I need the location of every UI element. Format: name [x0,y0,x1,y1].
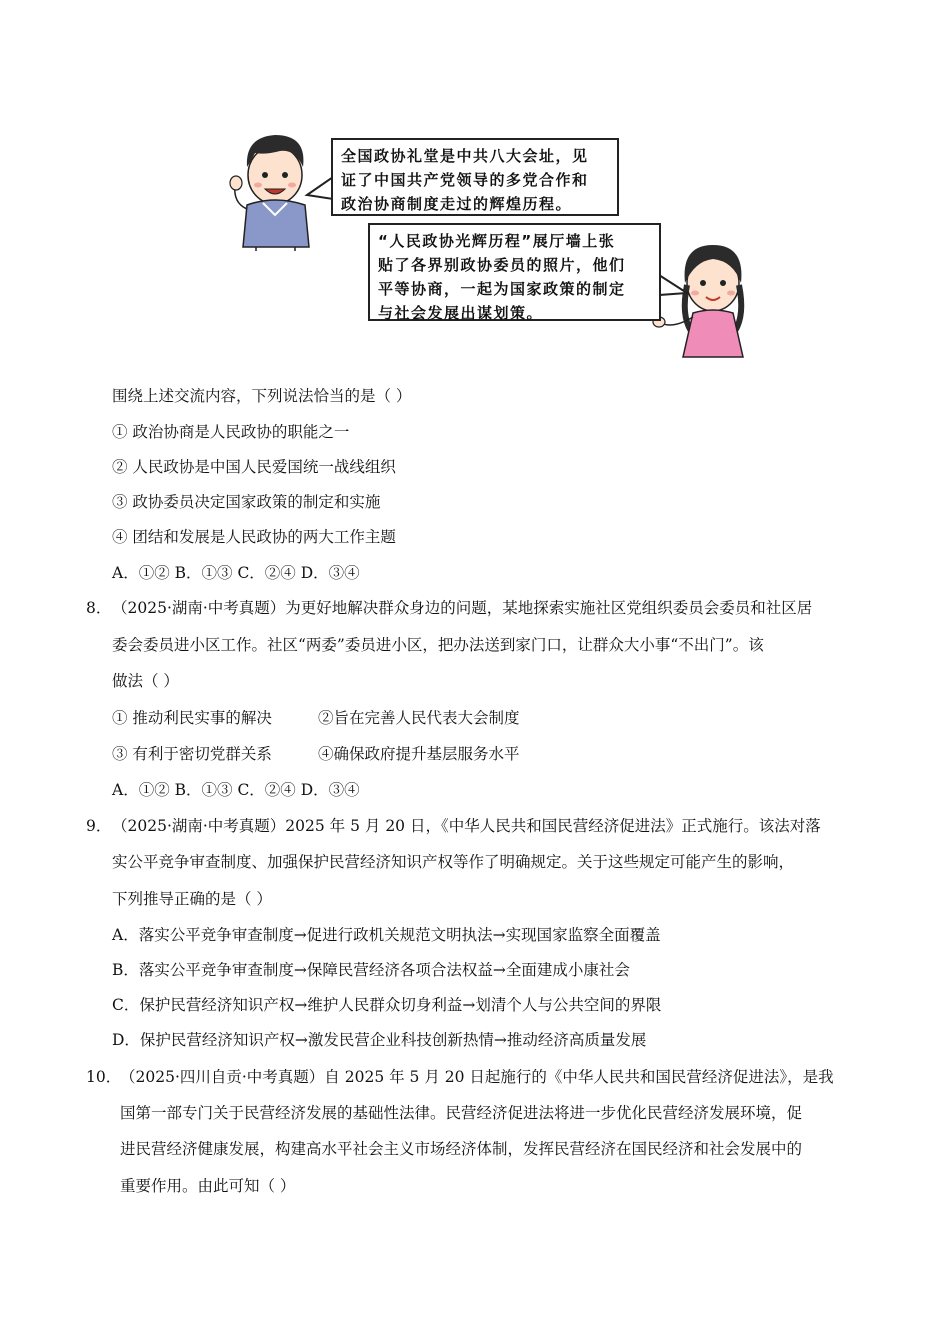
q8-number: 8． [86,599,112,617]
q7-item: ③ 政协委员决定国家政策的制定和实施 [112,493,381,511]
q8-item: ③ 有利于密切党群关系 [112,745,272,763]
q10-stem-line: 重要作用。由此可知（ ） [120,1177,296,1195]
girl-figure-icon [653,245,743,357]
q9-stem-line: 实公平竞争审查制度、加强保护民营经济知识产权等作了明确规定。关于这些规定可能产生的影响， [112,853,795,871]
q9-number: 9． [86,817,112,835]
dialogue-illustration [225,125,755,365]
q9-option: B．落实公平竞争审查制度→保障民营经济各项合法权益→全面建成小康社会 [112,961,630,979]
boy-speech-line: 全国政协礼堂是中共八大会址，见 [341,147,589,165]
girl-speech-line: “人民政协光辉历程”展厅墙上张 [378,232,616,250]
q8-stem-line: （2025·湖南·中考真题）为更好地解决群众身边的问题，某地探索实施社区党组织委员会委员和社区居 [112,599,813,617]
girl-speech-bubble [368,223,661,321]
q8-stem-line: 委会委员进小区工作。社区“两委”委员进小区，把办法送到家门口，让群众大小事“不出门”。该 [112,636,764,654]
q10-stem-line: 进民营经济健康发展，构建高水平社会主义市场经济体制，发挥民营经济在国民经济和社会发展中的 [120,1140,803,1158]
q8-item: ②旨在完善人民代表大会制度 [318,709,520,727]
q7-item: ② 人民政协是中国人民爱国统一战线组织 [112,458,396,476]
q9-option: A．落实公平竞争审查制度→促进行政机关规范文明执法→实现国家监察全面覆盖 [112,926,661,944]
q9-option: D．保护民营经济知识产权→激发民营企业科技创新热情→推动经济高质量发展 [112,1031,647,1049]
q9-option: C．保护民营经济知识产权→维护人民群众切身利益→划清个人与公共空间的界限 [112,996,662,1014]
girl-speech-line: 贴了各界别政协委员的照片，他们 [378,256,626,274]
q7-stem: 围绕上述交流内容，下列说法恰当的是（ ） [112,387,412,405]
q7-item: ① 政治协商是人民政协的职能之一 [112,423,350,441]
q7-item: ④ 团结和发展是人民政协的两大工作主题 [112,528,396,546]
boy-speech-line: 政治协商制度走过的辉煌历程。 [341,195,573,213]
q9-stem-line: 下列推导正确的是（ ） [112,890,272,908]
girl-speech-line: 平等协商，一起为国家政策的制定 [378,280,626,298]
q7-choices: A．①② B．①③ C．②④ D．③④ [112,564,360,582]
boy-figure-icon [230,135,309,251]
boy-speech-line: 证了中国共产党领导的多党合作和 [341,171,589,189]
q10-stem-line: 国第一部专门关于民营经济发展的基础性法律。民营经济促进法将进一步优化民营经济发展环境，促 [120,1104,803,1122]
girl-speech-line: 与社会发展出谋划策。 [378,304,544,322]
q10-stem-line: （2025·四川自贡·中考真题）自 2025 年 5 月 20 日起施行的《中华人民共和国民营经济促进法》，是我 [120,1068,834,1086]
boy-speech-bubble [331,138,619,216]
q8-item: ④确保政府提升基层服务水平 [318,745,520,763]
q8-choices: A．①② B．①③ C．②④ D．③④ [112,781,360,799]
q9-stem-line: （2025·湖南·中考真题）2025 年 5 月 20 日，《中华人民共和国民营经济促进法》正式施行。该法对落 [112,817,821,835]
q8-item: ① 推动利民实事的解决 [112,709,272,727]
q10-number: 10． [86,1068,122,1086]
q8-stem-line: 做法（ ） [112,672,179,690]
